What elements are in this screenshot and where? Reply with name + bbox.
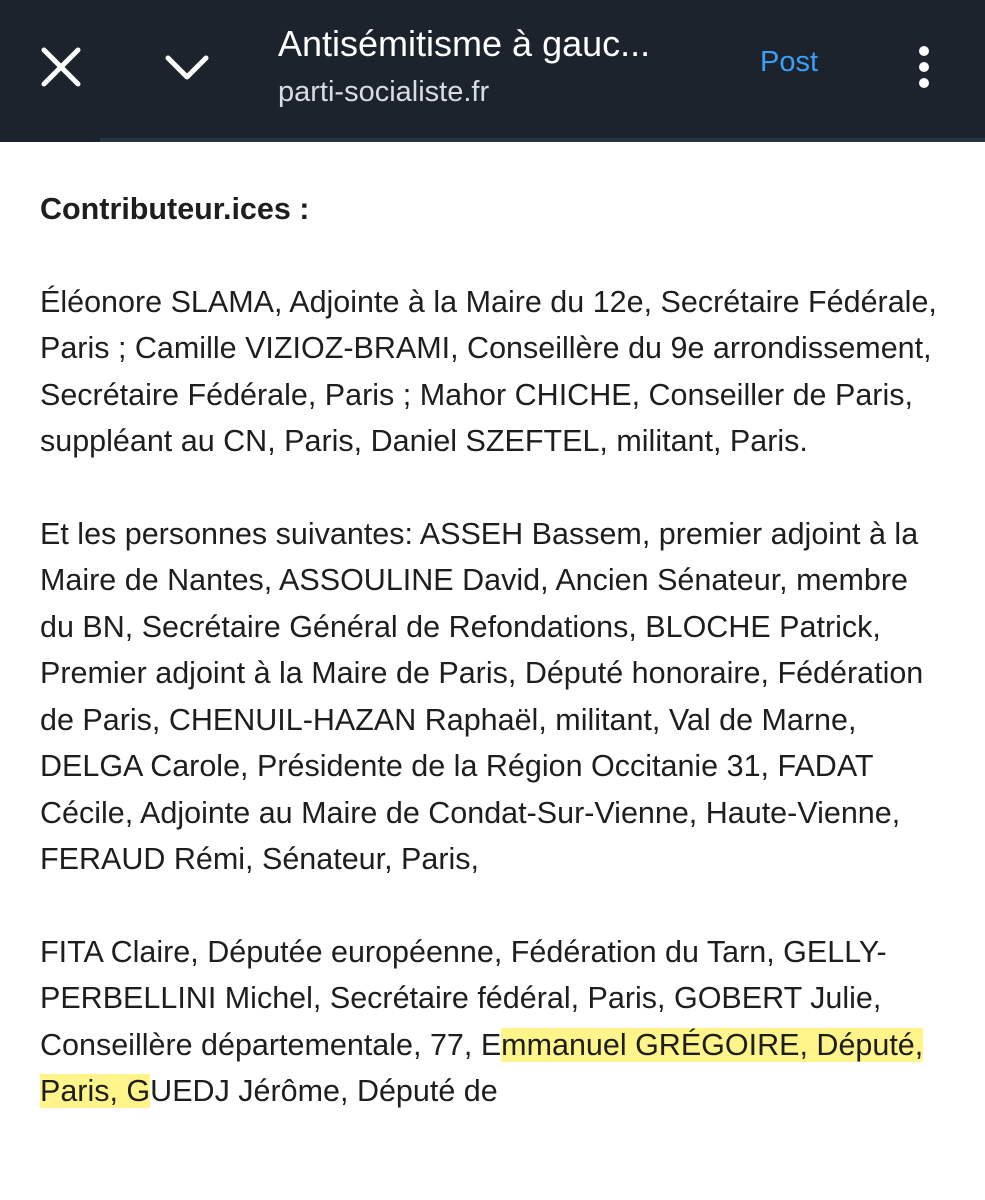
more-vertical-icon (914, 43, 934, 91)
page-domain: parti-socialiste.fr (278, 76, 490, 108)
page-load-divider (0, 138, 985, 142)
chevron-down-icon (163, 51, 211, 83)
contributors-heading: Contributeur.ices : (40, 192, 310, 226)
page-title: Antisémitisme à gauc... (278, 23, 651, 64)
more-options-button[interactable] (900, 36, 948, 98)
collapse-button[interactable] (156, 36, 218, 98)
text-segment: UEDJ Jérôme, Député de (150, 1074, 498, 1108)
post-button[interactable]: Post (760, 46, 819, 78)
contributors-paragraph: Éléonore SLAMA, Adjointe à la Maire du 12e, Secrétaire Fédérale, Paris ; Camille VIZIOZ-BRAMI, Conseillère du 9e arrondissement, Secrétaire Fédérale, Paris ; Mahor CHICHE, Conseiller de Paris, suppléant au CN, Paris, Daniel SZEFTEL, militant, Paris. (40, 284, 937, 458)
top-app-bar (0, 0, 985, 138)
page-title-block (278, 22, 708, 112)
signatories-paragraph: Et les personnes suivantes: ASSEH Bassem, premier adjoint à la Maire de Nantes, ASSOULINE David, Ancien Sénateur, membre du BN, Secrétaire Général de Refondations, BLOCHE Patrick, Premier adjoint à la Maire de Paris, Député honoraire, Fédération de Paris, CHENUIL-HAZAN Raphaël, militant, Val de Marne, DELGA Carole, Présidente de la Région Occitanie 31, FADAT Cécile, Adjointe au Maire de Condat-Sur-Vienne, Haute-Vienne, FERAUD Rémi, Sénateur, Paris, (40, 516, 924, 876)
signatories-paragraph-continued (40, 929, 950, 1115)
close-icon (39, 45, 83, 89)
close-button[interactable] (30, 36, 92, 98)
article-content (40, 186, 950, 1115)
page-load-progress (0, 138, 100, 142)
highlighted-text: mmanuel GRÉGOIRE, Député, Paris, G (40, 1027, 924, 1108)
text-segment: FITA Claire, Députée européenne, Fédération du Tarn, GELLY-PERBELLINI Michel, Secrétaire fédéral, Paris, GOBERT Julie, Conseillère départementale, 77, E (40, 934, 887, 1062)
